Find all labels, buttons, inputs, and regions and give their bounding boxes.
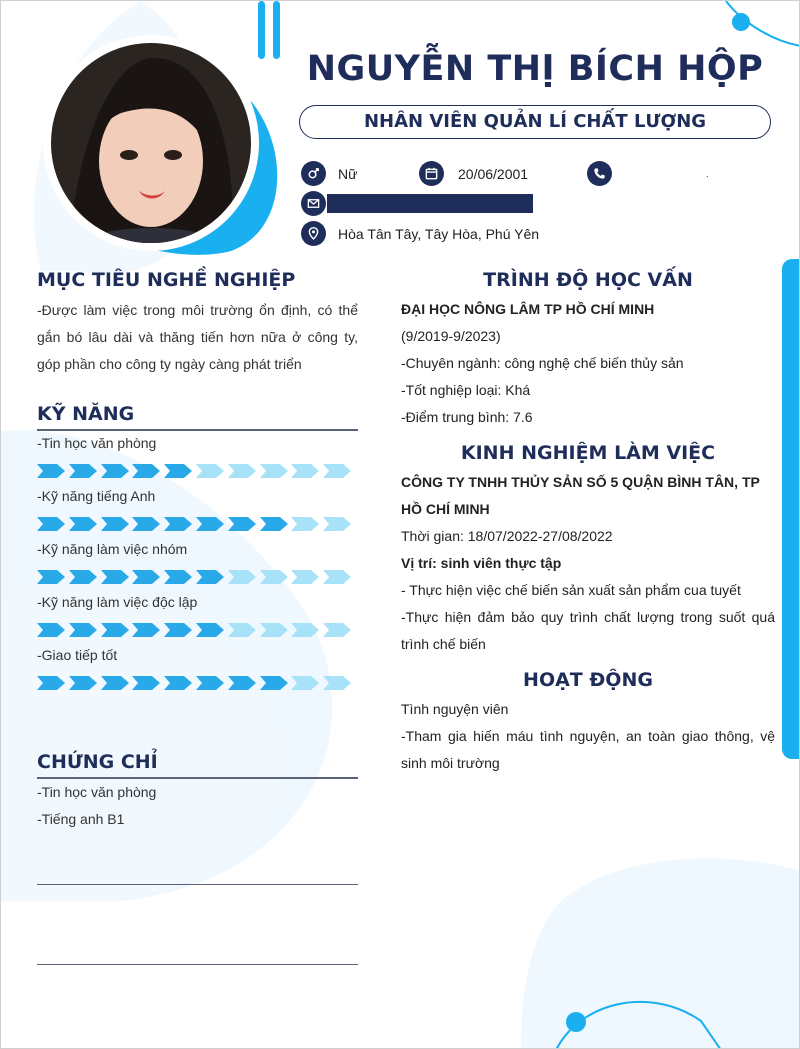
skill-chevron-empty bbox=[323, 676, 351, 690]
skills-divider bbox=[37, 429, 358, 431]
skill-chevron-filled bbox=[101, 623, 129, 637]
skill-chevron-filled bbox=[69, 464, 97, 478]
skill-level-bar bbox=[37, 464, 355, 478]
skill-chevron-empty bbox=[260, 570, 288, 584]
skill-chevron-filled bbox=[69, 517, 97, 531]
experience-duty: -Thực hiện đảm bảo quy trình chất lượng trong suốt quá trình chế biến bbox=[401, 609, 775, 652]
candidate-name: NGUYỄN THỊ BÍCH HỘP bbox=[306, 49, 764, 89]
skill-chevron-empty bbox=[323, 570, 351, 584]
contact-gender bbox=[301, 161, 357, 186]
skill-chevron-filled bbox=[132, 570, 160, 584]
certificate-item: -Tin học văn phòng bbox=[37, 784, 157, 800]
skill-chevron-empty bbox=[260, 623, 288, 637]
skill-label: -Kỹ năng làm việc độc lập bbox=[37, 594, 198, 610]
blank-line bbox=[37, 964, 358, 965]
skill-chevron-filled bbox=[164, 464, 192, 478]
contact-birthday bbox=[419, 161, 528, 186]
skill-label: -Giao tiếp tốt bbox=[37, 647, 118, 663]
skill-chevron-filled bbox=[101, 676, 129, 690]
skill-chevron-filled bbox=[37, 623, 65, 637]
skill-chevron-filled bbox=[196, 570, 224, 584]
job-title-badge bbox=[299, 105, 771, 139]
skill-chevron-filled bbox=[164, 676, 192, 690]
skill-chevron-filled bbox=[164, 623, 192, 637]
skill-chevron-filled bbox=[132, 623, 160, 637]
skill-chevron-empty bbox=[228, 464, 256, 478]
objective-text: -Được làm việc trong môi trường ổn định, có thể gắn bó lâu dài và thăng tiến hơn nữa ở công ty, góp phần cho công ty ngày càng phát triển bbox=[37, 302, 358, 372]
skill-chevron-filled bbox=[37, 676, 65, 690]
skill-chevron-empty bbox=[260, 464, 288, 478]
portrait-image bbox=[51, 43, 251, 243]
activities-title: HOẠT ĐỘNG bbox=[523, 669, 653, 691]
avatar bbox=[51, 43, 251, 243]
education-grade: -Tốt nghiệp loại: Khá bbox=[401, 382, 531, 398]
skills-title: KỸ NĂNG bbox=[37, 403, 135, 425]
skill-chevron-filled bbox=[260, 676, 288, 690]
skill-chevron-empty bbox=[291, 676, 319, 690]
skill-level-bar bbox=[37, 676, 355, 690]
skill-chevron-empty bbox=[196, 464, 224, 478]
skill-chevron-filled bbox=[101, 517, 129, 531]
skill-chevron-filled bbox=[37, 517, 65, 531]
experience-duty: - Thực hiện việc chế biến sản xuất sản phẩm cua tuyết bbox=[401, 582, 741, 598]
gender-value: Nữ bbox=[338, 165, 358, 182]
education-gpa: -Điểm trung bình: 7.6 bbox=[401, 409, 533, 425]
contact-email bbox=[301, 191, 326, 216]
avatar-frame bbox=[43, 35, 259, 251]
skill-chevron-filled bbox=[101, 570, 129, 584]
skill-level-bar bbox=[37, 570, 355, 584]
skill-chevron-empty bbox=[291, 464, 319, 478]
skill-chevron-filled bbox=[69, 676, 97, 690]
skill-chevron-filled bbox=[69, 623, 97, 637]
education-period: (9/2019-9/2023) bbox=[401, 328, 501, 344]
skill-chevron-filled bbox=[37, 464, 65, 478]
skill-chevron-filled bbox=[228, 517, 256, 531]
skill-chevron-filled bbox=[196, 623, 224, 637]
skill-chevron-filled bbox=[132, 464, 160, 478]
email-icon bbox=[301, 191, 326, 216]
blank-line bbox=[37, 884, 358, 885]
education-title: TRÌNH ĐỘ HỌC VẤN bbox=[483, 269, 693, 291]
experience-company: CÔNG TY TNHH THỦY SẢN SỐ 5 QUẬN BÌNH TÂN, TP HỒ CHÍ MINH bbox=[401, 474, 760, 517]
skill-chevron-filled bbox=[196, 517, 224, 531]
skill-chevron-filled bbox=[132, 517, 160, 531]
skill-chevron-filled bbox=[101, 464, 129, 478]
skill-chevron-empty bbox=[291, 570, 319, 584]
certificates-title: CHỨNG CHỈ bbox=[37, 751, 158, 773]
experience-title: KINH NGHIỆM LÀM VIỆC bbox=[460, 442, 716, 464]
skill-chevron-filled bbox=[228, 676, 256, 690]
skill-label: -Kỹ năng tiếng Anh bbox=[37, 488, 156, 504]
skill-chevron-filled bbox=[260, 517, 288, 531]
activity-item: Tình nguyện viên bbox=[401, 701, 509, 717]
skill-chevron-empty bbox=[323, 517, 351, 531]
location-icon bbox=[301, 221, 326, 246]
birthday-value: 20/06/2001 bbox=[458, 165, 529, 182]
skill-label: -Kỹ năng làm việc nhóm bbox=[37, 541, 188, 557]
phone-icon bbox=[587, 161, 612, 186]
activity-item: -Tham gia hiến máu tình nguyện, an toàn giao thông, vệ sinh môi trường bbox=[401, 728, 775, 771]
experience-position: Vị trí: sinh viên thực tập bbox=[401, 555, 562, 571]
gender-icon bbox=[301, 161, 326, 186]
skill-chevron-empty bbox=[291, 623, 319, 637]
contact-address bbox=[301, 221, 539, 246]
contact-phone bbox=[587, 161, 709, 186]
skill-label: -Tin học văn phòng bbox=[37, 435, 157, 451]
skill-chevron-filled bbox=[196, 676, 224, 690]
skill-chevron-empty bbox=[291, 517, 319, 531]
objective-title: MỤC TIÊU NGHỀ NGHIỆP bbox=[37, 269, 296, 291]
skill-chevron-empty bbox=[228, 623, 256, 637]
skill-chevron-filled bbox=[69, 570, 97, 584]
email-redacted bbox=[327, 194, 533, 213]
certificate-item: -Tiếng anh B1 bbox=[37, 811, 125, 827]
phone-value: . bbox=[706, 168, 709, 179]
skill-chevron-empty bbox=[323, 623, 351, 637]
skill-chevron-filled bbox=[164, 517, 192, 531]
experience-time: Thời gian: 18/07/2022-27/08/2022 bbox=[401, 528, 613, 544]
calendar-icon bbox=[419, 161, 444, 186]
skill-level-bar bbox=[37, 623, 355, 637]
skill-level-bar bbox=[37, 517, 355, 531]
skill-chevron-empty bbox=[323, 464, 351, 478]
skill-chevron-empty bbox=[228, 570, 256, 584]
education-school: ĐẠI HỌC NÔNG LÂM TP HỒ CHÍ MINH bbox=[401, 301, 655, 317]
address-value: Hòa Tân Tây, Tây Hòa, Phú Yên bbox=[338, 225, 540, 242]
job-title: NHÂN VIÊN QUẢN LÍ CHẤT LƯỢNG bbox=[363, 111, 707, 132]
skill-chevron-filled bbox=[132, 676, 160, 690]
education-major: -Chuyên ngành: công nghệ chế biến thủy sản bbox=[401, 355, 684, 371]
skill-chevron-filled bbox=[164, 570, 192, 584]
skill-chevron-filled bbox=[37, 570, 65, 584]
